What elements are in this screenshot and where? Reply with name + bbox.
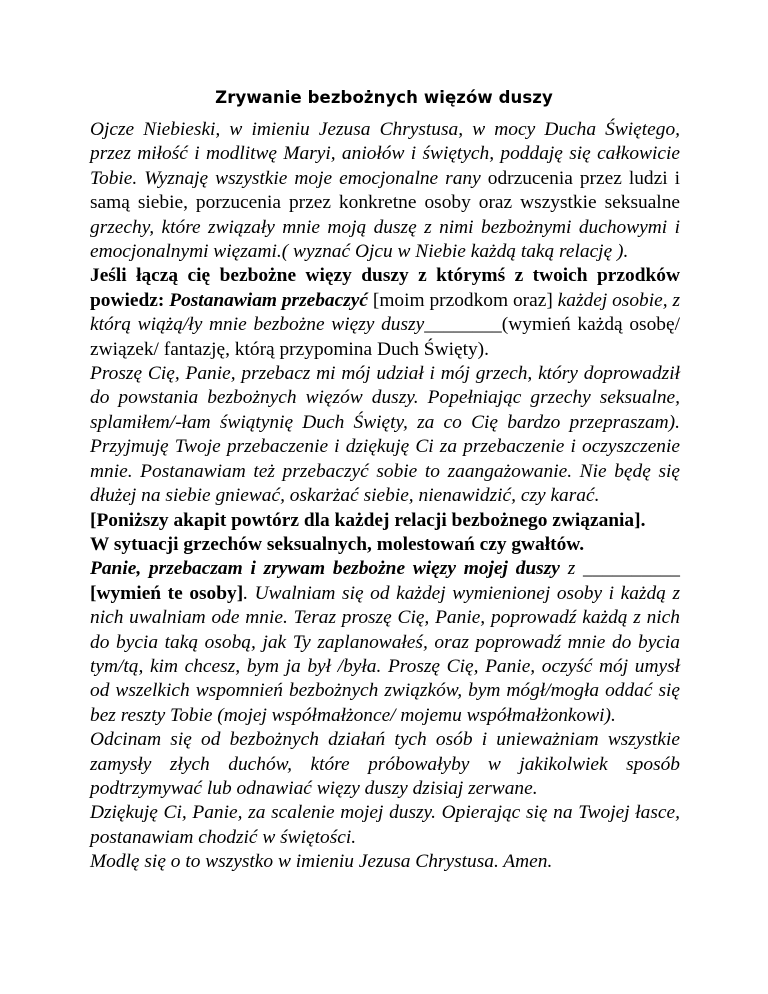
paragraph-forgiveness: Proszę Cię, Panie, przebacz mi mój udział i mój grzech, który doprowadził do powstania bezbożnych więzów duszy. Popełniając grzechy seksualne, splamiłem/-łam świątynię Duch Święty, za co Cię bardzo przepraszam). Przyjmuję Twoje przebaczenie i dziękuję Ci za przebaczenie i oczyszczenie mnie. Postanawiam też przebaczyć sobie to zaangażowanie. Nie będę się dłużej na siebie gniewać, oskarżać siebie, nienawidzić, czy karać. [90,363,680,507]
paragraph-opening-prayer [90,118,680,264]
breaking-ties-with: z [559,558,584,580]
opening-prayer-italic: Ojcze Niebieski, w imieniu Jezusa Chrystusa, w mocy Ducha Świętego, przez miłość i modlitwę Maryi, aniołów i świętych, poddaję się całkowicie Tobie. Wyznaję wszystkie moje emocjonalne rany [90,119,680,189]
document-title: Zrywanie bezbożnych więzów duszy [215,88,553,107]
opening-prayer-italic-end: grzechy, które związały mnie moją duszę z nimi bezbożnymi duchowymi i emocjonalnymi więzami.( wyznać Ojcu w Niebie każdą taką relację ). [90,216,680,263]
ancestors-blank-instruction: ________(wymień każdą osobę/ związek/ fantazję, którą przypomina Duch Święty). [90,314,680,360]
breaking-ties-declaration: Panie, przebaczam i zrywam bezbożne więzy mojej duszy [90,558,560,580]
opening-prayer-regular: odrzucenia przez ludzi i samą siebie, porzucenia przez konkretne osoby oraz wszystkie seksualne [90,167,681,214]
ancestors-persons: każdej osobie, z którą wiążą/ły mnie bezbożne więzy duszy [90,289,680,336]
paragraph-situation-heading: W sytuacji grzechów seksualnych, molestowań czy gwałtów. [90,533,585,555]
breaking-ties-release: . Uwalniam się od każdej wymienionej osoby i każdą z nich uwalniam ode mnie. Teraz proszę Cię, Panie, poprowadź każdą z nich do bycia taką osobą, jak Ty zaplanowałeś, oraz poprowadź mnie do bycia tym/tą, kim chcesz, bym ja był /była. Proszę Cię, Panie, oczyść mój umysł od wszelkich wspomnień bezbożnych związków, bym mógł/mogła oddać się bez reszty Tobie (mojej współmałżonce/ mojemu współmałżonkowi). [90,582,680,726]
ancestors-instruction: Jeśli łączą cię bezbożne więzy duszy z którymś z twoich przodków powiedz: [90,265,680,311]
breaking-ties-name-persons: [wymień te osoby] [90,582,244,604]
paragraph-thanks: Dziękuję Ci, Panie, za scalenie mojej duszy. Opierając się na Twojej łasce, postanawiam chodzić w świętości. [90,802,680,848]
ancestors-bracket: [moim przodkom oraz] [368,289,558,311]
paragraph-repeat-instruction: [Poniższy akapit powtórz dla każdej relacji bezbożnego związania]. [90,509,646,531]
paragraph-cut-off: Odcinam się od bezbożnych działań tych osób i unieważniam wszystkie zamysły złych duchów, które próbowałyby w jakikolwiek sposób podtrzymywać lub odnawiać więzy duszy dzisiaj zerwane. [90,729,680,799]
paragraph-amen: Modlę się o to wszystko w imieniu Jezusa Chrystusa. Amen. [90,851,553,873]
paragraph-ancestors [90,264,680,362]
breaking-ties-blank: __________ [583,558,680,580]
paragraph-breaking-ties [90,557,680,728]
document-body [90,118,680,875]
ancestors-forgive-phrase: Postanawiam przebaczyć [169,289,368,311]
